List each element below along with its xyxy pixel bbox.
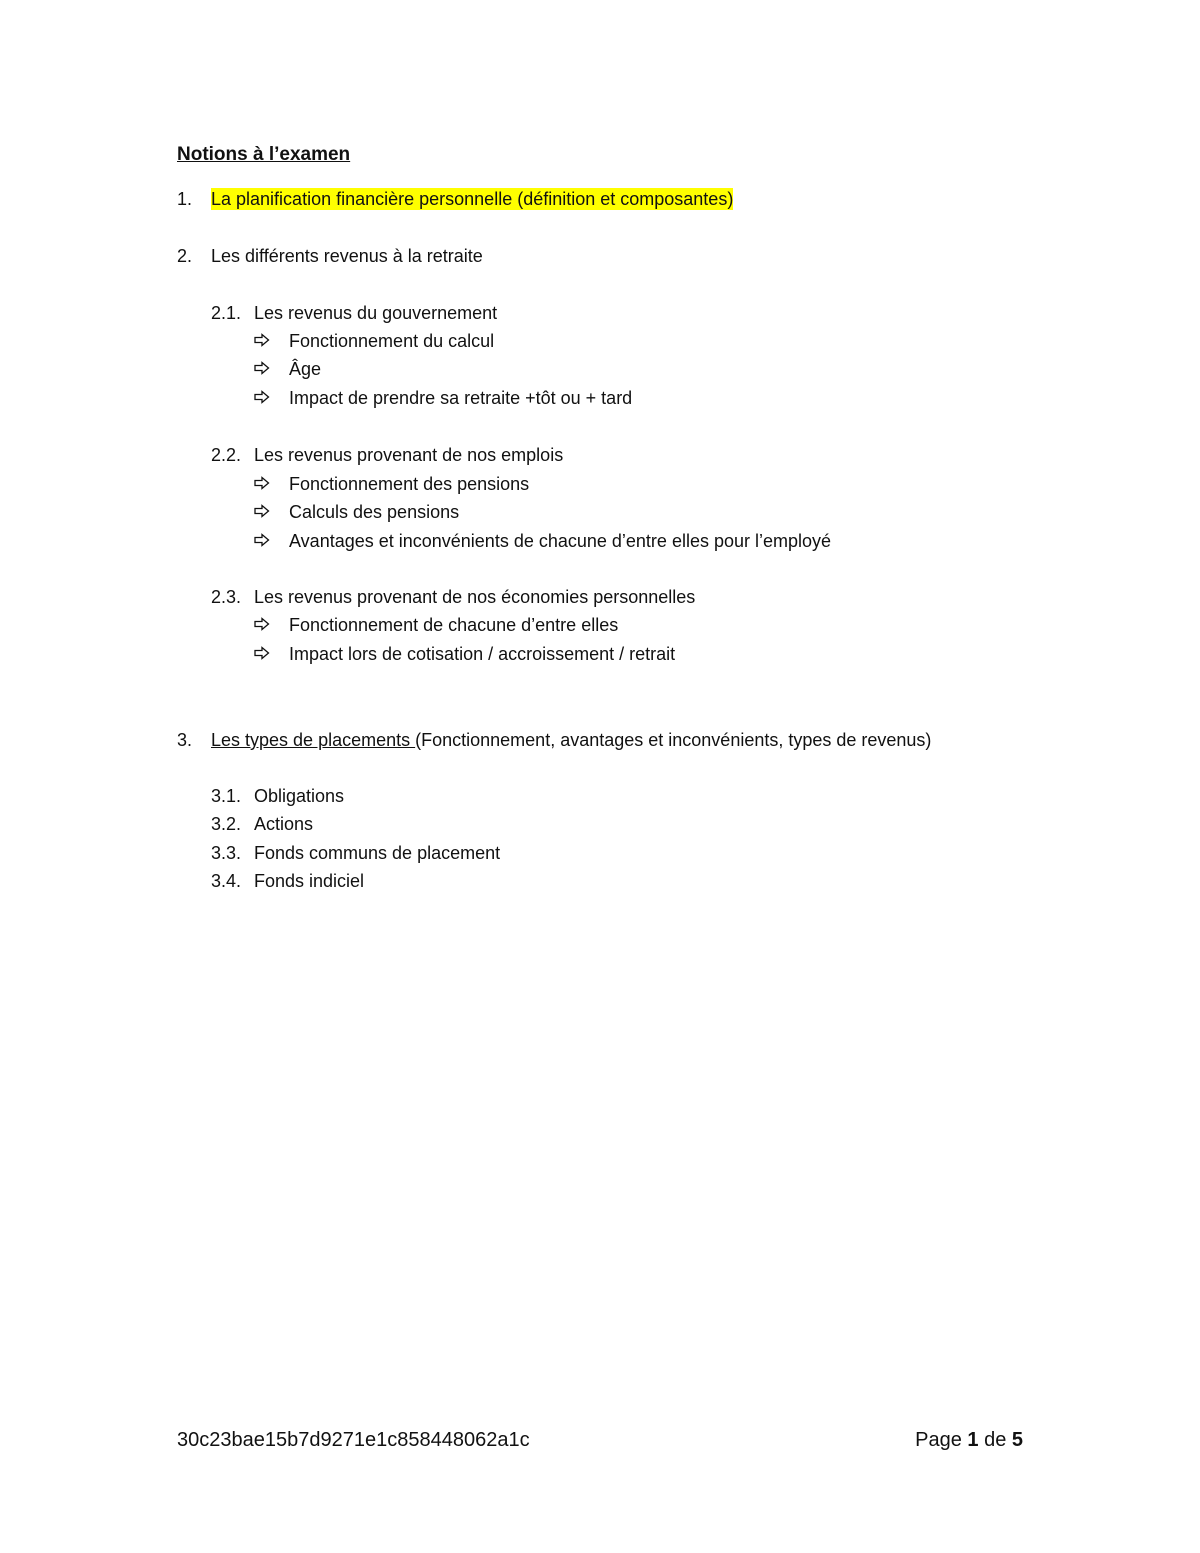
item-2-1-number: 2.1.	[211, 303, 242, 323]
item-3-2-text: Actions	[254, 814, 314, 834]
arrow-right-outline-icon	[254, 643, 274, 665]
footer-document-id: 30c23bae15b7d9271e1c858448062a1c	[177, 1429, 530, 1451]
item-3-text	[211, 729, 931, 751]
item-2-3-text: Les revenus provenant de nos économies personnelles	[254, 587, 696, 607]
arrow-right-outline-icon	[254, 501, 274, 523]
item-3-3-text: Fonds communs de placement	[254, 843, 501, 863]
bullet-item: Fonctionnement de chacune d’entre elles	[289, 615, 619, 635]
item-2-2-text: Les revenus provenant de nos emplois	[254, 445, 564, 465]
bullet-item: Fonctionnement des pensions	[289, 474, 530, 494]
item-2-number: 2.	[177, 246, 193, 266]
footer-page-number	[915, 1429, 1023, 1452]
arrow-right-outline-icon	[254, 358, 274, 380]
item-3-4-number: 3.4.	[211, 871, 242, 891]
page-prefix: Page	[915, 1429, 968, 1451]
item-2-2-number: 2.2.	[211, 445, 242, 465]
bullet-item: Calculs des pensions	[289, 502, 460, 522]
item-3-2-number: 3.2.	[211, 814, 242, 834]
bullet-item: Impact lors de cotisation / accroissement / retrait	[289, 644, 676, 664]
item-2-1-text: Les revenus du gouvernement	[254, 303, 498, 323]
item-3-rest: (Fonctionnement, avantages et inconvénients, types de revenus)	[415, 730, 932, 750]
arrow-right-outline-icon	[254, 530, 274, 552]
page-total: 5	[1011, 1429, 1023, 1451]
item-3-3-number: 3.3.	[211, 843, 242, 863]
page-mid: de	[978, 1429, 1012, 1451]
arrow-right-outline-icon	[254, 330, 274, 352]
item-1-number: 1.	[177, 189, 193, 209]
page-title: Notions à l’examen	[177, 144, 351, 165]
item-3-1-text: Obligations	[254, 786, 345, 806]
bullet-item: Avantages et inconvénients de chacune d’entre elles pour l’employé	[289, 531, 832, 551]
item-3-number: 3.	[177, 730, 193, 750]
arrow-right-outline-icon	[254, 614, 274, 636]
item-1-text: La planification financière personnelle (définition et composantes)	[211, 189, 734, 209]
item-3-underlined: Les types de placements	[211, 730, 416, 750]
item-2-3-number: 2.3.	[211, 587, 242, 607]
arrow-right-outline-icon	[254, 387, 274, 409]
bullet-item: Âge	[289, 359, 322, 379]
page-current: 1	[967, 1429, 979, 1451]
item-3-1-number: 3.1.	[211, 786, 242, 806]
arrow-right-outline-icon	[254, 473, 274, 495]
bullet-item: Impact de prendre sa retraite +tôt ou + tard	[289, 388, 633, 408]
item-3-4-text: Fonds indiciel	[254, 871, 365, 891]
item-2-text: Les différents revenus à la retraite	[211, 246, 483, 266]
bullet-item: Fonctionnement du calcul	[289, 331, 495, 351]
